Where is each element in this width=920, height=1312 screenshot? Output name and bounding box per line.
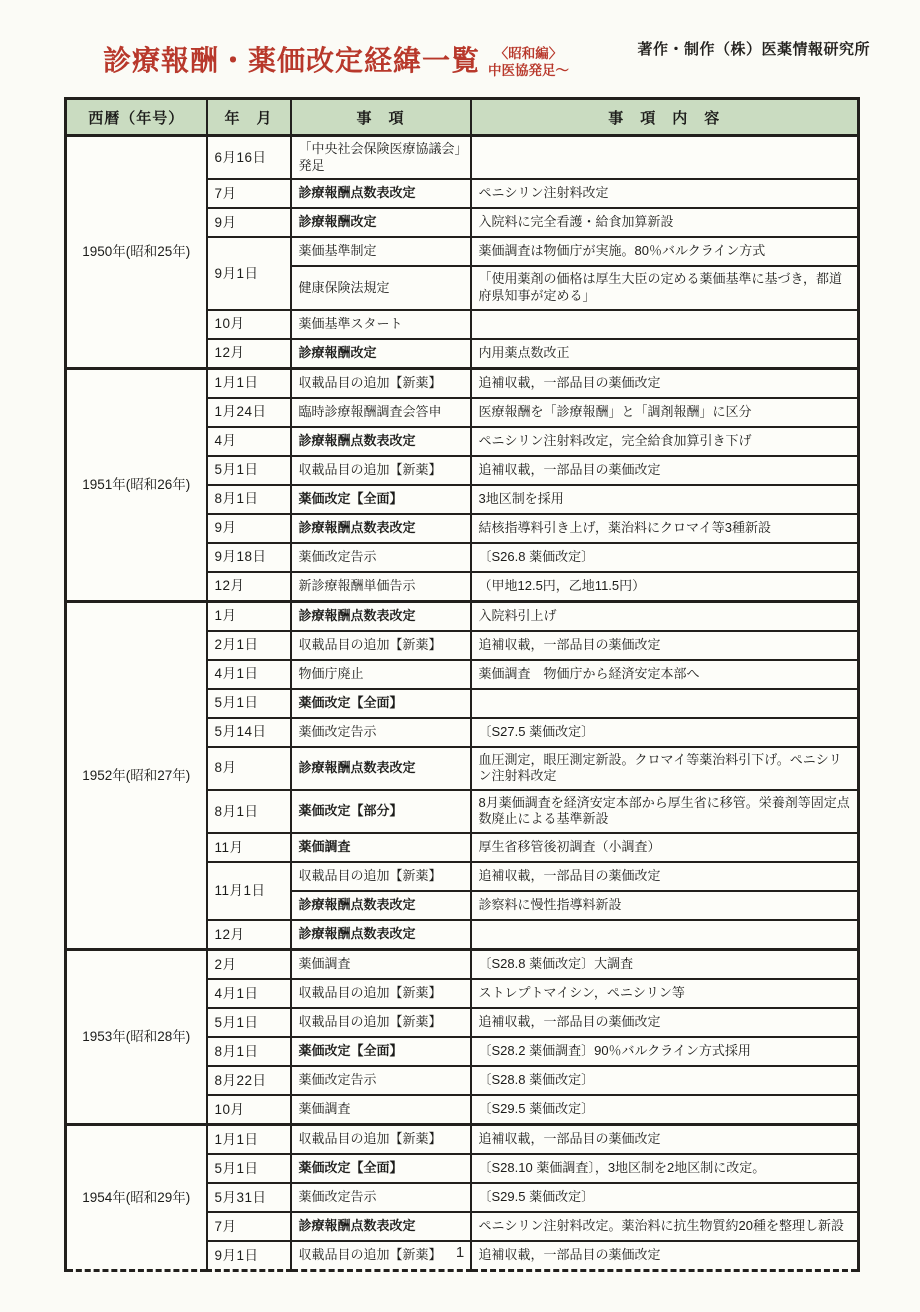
date-cell: 4月1日 xyxy=(207,660,291,689)
detail-cell xyxy=(471,920,859,950)
detail-cell: 入院料引上げ xyxy=(471,601,859,631)
date-cell: 10月 xyxy=(207,310,291,339)
detail-cell: 厚生省移管後初調査（小調査） xyxy=(471,833,859,862)
item-cell: 臨時診療報酬調査会答申 xyxy=(291,398,471,427)
item-cell: 診療報酬点数表改定 xyxy=(291,891,471,920)
date-cell: 5月1日 xyxy=(207,689,291,718)
document-header xyxy=(0,0,920,97)
date-cell: 9月 xyxy=(207,208,291,237)
detail-cell: 〔S28.8 薬価改定〕 xyxy=(471,1066,859,1095)
column-header-date: 年 月 xyxy=(207,99,291,136)
credit-line: 著作・制作（株）医薬情報研究所 xyxy=(637,41,870,58)
title-block xyxy=(103,42,569,80)
detail-cell: 追補収載，一部品目の薬価改定 xyxy=(471,1008,859,1037)
date-cell: 11月 xyxy=(207,833,291,862)
year-cell: 1952年(昭和27年) xyxy=(66,601,207,950)
detail-cell: ペニシリン注射料改定 xyxy=(471,179,859,208)
detail-cell: 〔S29.5 薬価改定〕 xyxy=(471,1095,859,1125)
item-cell: 診療報酬改定 xyxy=(291,339,471,369)
date-cell: 9月1日 xyxy=(207,1241,291,1271)
revision-history-table xyxy=(64,97,860,1272)
detail-cell: 〔S28.10 薬価調査〕，3地区制を2地区制に改定。 xyxy=(471,1154,859,1183)
date-cell: 1月1日 xyxy=(207,1125,291,1155)
date-cell: 11月1日 xyxy=(207,862,291,920)
detail-cell: 〔S26.8 薬価改定〕 xyxy=(471,543,859,572)
detail-cell: 追補収載，一部品目の薬価改定 xyxy=(471,456,859,485)
item-cell: 診療報酬改定 xyxy=(291,208,471,237)
date-cell: 5月1日 xyxy=(207,1008,291,1037)
date-cell: 1月 xyxy=(207,601,291,631)
page-subtitle xyxy=(488,46,569,80)
detail-cell xyxy=(471,310,859,339)
item-cell: 薬価基準制定 xyxy=(291,237,471,266)
item-cell: 薬価基準スタート xyxy=(291,310,471,339)
item-cell: 薬価改定告示 xyxy=(291,718,471,747)
date-cell: 7月 xyxy=(207,1212,291,1241)
date-cell: 12月 xyxy=(207,339,291,369)
detail-cell: 〔S27.5 薬価改定〕 xyxy=(471,718,859,747)
date-cell: 6月16日 xyxy=(207,136,291,180)
date-cell: 4月 xyxy=(207,427,291,456)
date-cell: 9月1日 xyxy=(207,237,291,309)
item-cell: 収載品目の追加【新薬】 xyxy=(291,456,471,485)
item-cell: 薬価改定告示 xyxy=(291,543,471,572)
detail-cell: 追補収載，一部品目の薬価改定 xyxy=(471,1241,859,1271)
column-header-western-year: 西暦（年号） xyxy=(66,99,207,136)
item-cell: 健康保険法規定 xyxy=(291,266,471,309)
date-cell: 7月 xyxy=(207,179,291,208)
item-cell: 薬価改定告示 xyxy=(291,1066,471,1095)
date-cell: 12月 xyxy=(207,920,291,950)
detail-cell: 追補収載，一部品目の薬価改定 xyxy=(471,1125,859,1155)
item-cell: 薬価改定【部分】 xyxy=(291,790,471,833)
item-cell: 診療報酬点数表改定 xyxy=(291,179,471,208)
detail-cell: 3地区制を採用 xyxy=(471,485,859,514)
detail-cell: 診察料に慢性指導料新設 xyxy=(471,891,859,920)
date-cell: 12月 xyxy=(207,572,291,602)
date-cell: 9月 xyxy=(207,514,291,543)
date-cell: 10月 xyxy=(207,1095,291,1125)
date-cell: 1月24日 xyxy=(207,398,291,427)
date-cell: 9月18日 xyxy=(207,543,291,572)
item-cell: 薬価改定【全面】 xyxy=(291,689,471,718)
item-cell: 新診療報酬単価告示 xyxy=(291,572,471,602)
date-cell: 2月1日 xyxy=(207,631,291,660)
date-cell: 5月14日 xyxy=(207,718,291,747)
table-row xyxy=(66,601,859,631)
item-cell: 収載品目の追加【新薬】 xyxy=(291,979,471,1008)
date-cell: 8月1日 xyxy=(207,485,291,514)
detail-cell: ペニシリン注射料改定，完全給食加算引き下げ xyxy=(471,427,859,456)
date-cell: 2月 xyxy=(207,950,291,980)
year-cell: 1950年(昭和25年) xyxy=(66,136,207,369)
detail-cell: 医療報酬を「診療報酬」と「調剤報酬」に区分 xyxy=(471,398,859,427)
detail-cell: 薬価調査は物価庁が実施。80％バルクライン方式 xyxy=(471,237,859,266)
item-cell: 薬価改定告示 xyxy=(291,1183,471,1212)
item-cell: 薬価調査 xyxy=(291,950,471,980)
date-cell: 5月1日 xyxy=(207,456,291,485)
subtitle-line1: 〈昭和編〉 xyxy=(494,46,563,61)
detail-cell: 〔S28.8 薬価改定〕大調査 xyxy=(471,950,859,980)
date-cell: 8月22日 xyxy=(207,1066,291,1095)
date-cell: 4月1日 xyxy=(207,979,291,1008)
column-header-item-detail: 事 項 内 容 xyxy=(471,99,859,136)
subtitle-line2: 中医協発足～ xyxy=(488,62,570,78)
detail-cell: 8月薬価調査を経済安定本部から厚生省に移管。栄養剤等固定点数廃止による基準新設 xyxy=(471,790,859,833)
detail-cell: 追補収載，一部品目の薬価改定 xyxy=(471,631,859,660)
year-cell: 1954年(昭和29年) xyxy=(66,1125,207,1271)
table-row xyxy=(66,136,859,180)
item-cell: 薬価改定【全面】 xyxy=(291,1154,471,1183)
date-cell: 8月 xyxy=(207,747,291,790)
date-cell: 5月1日 xyxy=(207,1154,291,1183)
item-cell: 薬価改定【全面】 xyxy=(291,1037,471,1066)
detail-cell: 血圧測定，眼圧測定新設。クロマイ等薬治料引下げ。ペニシリン注射料改定 xyxy=(471,747,859,790)
detail-cell: 〔S29.5 薬価改定〕 xyxy=(471,1183,859,1212)
item-cell: 収載品目の追加【新薬】 xyxy=(291,862,471,891)
detail-cell: ペニシリン注射料改定。薬治料に抗生物質約20種を整理し新設 xyxy=(471,1212,859,1241)
detail-cell: ストレプトマイシン，ペニシリン等 xyxy=(471,979,859,1008)
detail-cell: 薬価調査 物価庁から経済安定本部へ xyxy=(471,660,859,689)
year-cell: 1951年(昭和26年) xyxy=(66,368,207,601)
item-cell: 診療報酬点数表改定 xyxy=(291,601,471,631)
year-cell: 1953年(昭和28年) xyxy=(66,950,207,1125)
item-cell: 薬価調査 xyxy=(291,1095,471,1125)
item-cell: 診療報酬点数表改定 xyxy=(291,514,471,543)
table-row xyxy=(66,950,859,980)
item-cell: 診療報酬点数表改定 xyxy=(291,427,471,456)
detail-cell: 結核指導料引き上げ，薬治料にクロマイ等3種新設 xyxy=(471,514,859,543)
item-cell: 薬価改定【全面】 xyxy=(291,485,471,514)
item-cell: 「中央社会保険医療協議会」発足 xyxy=(291,136,471,180)
detail-cell: 追補収載，一部品目の薬価改定 xyxy=(471,368,859,398)
detail-cell: （甲地12.5円，乙地11.5円） xyxy=(471,572,859,602)
table-header-row xyxy=(66,99,859,136)
page-title: 診療報酬・薬価改定経緯一覧 xyxy=(103,44,481,76)
table-row xyxy=(66,368,859,398)
item-cell: 診療報酬点数表改定 xyxy=(291,747,471,790)
date-cell: 8月1日 xyxy=(207,1037,291,1066)
detail-cell: 内用薬点数改正 xyxy=(471,339,859,369)
item-cell: 収載品目の追加【新薬】 xyxy=(291,1008,471,1037)
detail-cell: 〔S28.2 薬価調査〕90％バルクライン方式採用 xyxy=(471,1037,859,1066)
detail-cell xyxy=(471,136,859,180)
detail-cell xyxy=(471,689,859,718)
item-cell: 診療報酬点数表改定 xyxy=(291,920,471,950)
item-cell: 収載品目の追加【新薬】 xyxy=(291,1241,471,1271)
detail-cell: 追補収載，一部品目の薬価改定 xyxy=(471,862,859,891)
item-cell: 収載品目の追加【新薬】 xyxy=(291,368,471,398)
date-cell: 5月31日 xyxy=(207,1183,291,1212)
item-cell: 薬価調査 xyxy=(291,833,471,862)
column-header-item: 事 項 xyxy=(291,99,471,136)
item-cell: 収載品目の追加【新薬】 xyxy=(291,631,471,660)
table-row xyxy=(66,1125,859,1155)
page-number: 1 xyxy=(455,1244,465,1261)
detail-cell: 「使用薬剤の価格は厚生大臣の定める薬価基準に基づき，都道府県知事が定める」 xyxy=(471,266,859,309)
date-cell: 1月1日 xyxy=(207,368,291,398)
item-cell: 収載品目の追加【新薬】 xyxy=(291,1125,471,1155)
item-cell: 診療報酬点数表改定 xyxy=(291,1212,471,1241)
detail-cell: 入院料に完全看護・給食加算新設 xyxy=(471,208,859,237)
date-cell: 8月1日 xyxy=(207,790,291,833)
item-cell: 物価庁廃止 xyxy=(291,660,471,689)
